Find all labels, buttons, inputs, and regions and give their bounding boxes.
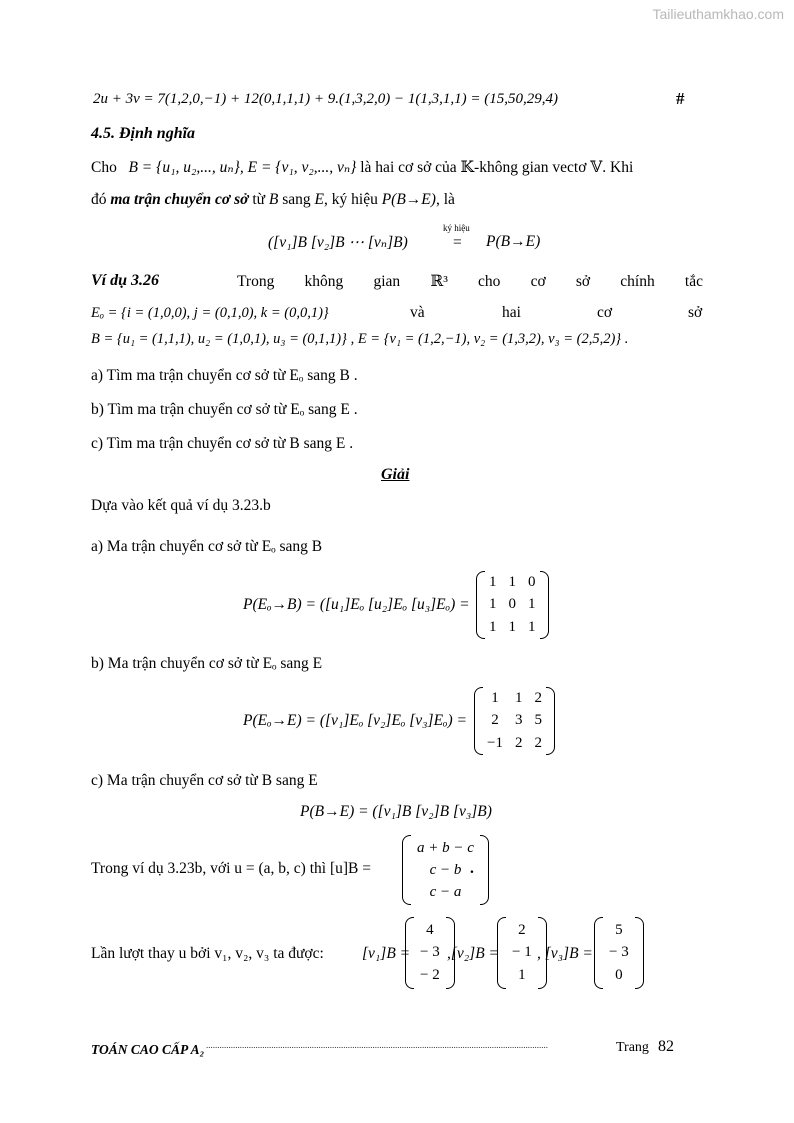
def-var: E [314, 191, 325, 208]
example-label: Ví dụ 3.26 [91, 272, 160, 289]
equation-top: 2u + 3v = 7(1,2,0,−1) + 12(0,1,1,1) + 9.(1,3,2,0) − 1(1,3,1,1) = (15,50,29,4) [93, 91, 558, 107]
part-b-formula: P(Eₒ→E) = ([v₁]Eₒ [v₂]Eₒ [v₃]Eₒ) = [243, 712, 467, 729]
vector-entry: a + b − c [417, 839, 474, 856]
matrix-cell: 1 [508, 573, 516, 590]
vector-entry: 5 [615, 921, 623, 938]
eo-word: cơ [597, 304, 613, 321]
vector-entry: − 3 [420, 944, 440, 961]
solution-title: Giải [381, 466, 410, 483]
vector-entry: 0 [615, 967, 623, 984]
def-formula-right: P(B→E) [486, 233, 541, 250]
matrix-cell: 1 [489, 596, 497, 613]
matrix-b [474, 687, 555, 755]
example-text: Trong không gian ℝ³ cho cơ sở chính tắc [237, 273, 703, 290]
paren-right [546, 687, 555, 755]
def-text: , là [435, 191, 455, 208]
matrix-cell: 5 [534, 712, 542, 729]
paren-left [402, 835, 411, 905]
def-term: ma trận chuyển cơ sở [110, 191, 249, 208]
matrix-cell: 1 [514, 689, 523, 706]
vector-entry: 4 [426, 921, 434, 938]
vector-v1-cells [414, 917, 446, 989]
paren-left [474, 687, 483, 755]
bases-line: B = {u₁ = (1,1,1), u₂ = (1,0,1), u₃ = (0,1,1)} , E = {v₁ = (1,2,−1), v₂ = (1,3,2), v₃ = (2,5,2)} . [91, 331, 629, 347]
task-c: c) Tìm ma trận chuyển cơ sở từ B sang E . [91, 435, 354, 452]
matrix-b-cells [483, 687, 546, 755]
matrix-a [476, 571, 549, 639]
vector-entry: 2 [518, 921, 526, 938]
part-c-formula: P(B→E) = ([v₁]B [v₂]B [v₃]B) [300, 803, 492, 820]
matrix-a-cells [485, 571, 540, 639]
matrix-cell: 1 [489, 619, 497, 636]
matrix-cell: 1 [508, 619, 516, 636]
def-text: từ [252, 191, 266, 208]
part-a-formula: P(Eₒ→B) = ([u₁]Eₒ [u₂]Eₒ [u₃]Eₒ) = [243, 596, 470, 613]
def-text: , ký hiệu [324, 191, 378, 208]
paren-right [635, 917, 644, 989]
def-formula-left: ([v₁]B [v₂]B ⋯ [vₙ]B) [268, 234, 408, 251]
footer-title: TOÁN CAO CẤP A₂ [91, 1042, 205, 1057]
vector-entry: − 1 [512, 944, 532, 961]
eo-word: hai [502, 304, 521, 321]
def-formula-eq: = [453, 234, 462, 251]
based-on-text: Dựa vào kết quả ví dụ 3.23.b [91, 497, 271, 514]
matrix-cell: 2 [491, 712, 499, 729]
watermark: Tailieuthamkhao.com [652, 6, 784, 22]
vector-v2-cells [506, 917, 538, 989]
matrix-cell: 1 [491, 689, 499, 706]
matrix-cell: 3 [514, 712, 523, 729]
paren-left [497, 917, 506, 989]
def-text: sang [282, 191, 311, 208]
paren-left [476, 571, 485, 639]
matrix-cell: 2 [534, 735, 542, 752]
matrix-cell: 2 [514, 735, 523, 752]
example-ref-text: Trong ví dụ 3.23b, với u = (a, b, c) thì [u]B = [91, 860, 371, 877]
paren-right [480, 835, 489, 905]
task-a: a) Tìm ma trận chuyển cơ sở từ Eₒ sang B . [91, 367, 358, 384]
vector-entry: c − a [429, 883, 462, 900]
eo-set: Eₒ = {i = (1,0,0), j = (0,1,0), k = (0,0,1)} [91, 305, 329, 321]
part-a-text: a) Ma trận chuyển cơ sở từ Eₒ sang B [91, 538, 323, 555]
def-var: B [268, 191, 279, 208]
paren-left [405, 917, 414, 989]
task-b: b) Tìm ma trận chuyển cơ sở từ Eₒ sang E . [91, 401, 358, 418]
vector-v3 [594, 917, 644, 989]
v2-label: ,[v₂]B = [447, 945, 500, 962]
matrix-cell: 0 [508, 596, 516, 613]
period: . [470, 860, 474, 877]
part-b-text: b) Ma trận chuyển cơ sở từ Eₒ sang E [91, 655, 323, 672]
footer-dots: ........................................................................................................................................................ [206, 1040, 548, 1050]
matrix-cell: 1 [528, 619, 536, 636]
def-symbol: P(B→E) [381, 191, 436, 208]
vector-entry: − 3 [609, 944, 629, 961]
substitution-text: Lần lượt thay u bởi v₁, v₂, v₃ ta được: [91, 945, 324, 962]
footer-page-number: 82 [658, 1038, 674, 1055]
def-text: Cho [91, 159, 117, 176]
vector-entry: − 2 [420, 967, 440, 984]
section-title: 4.5. Định nghĩa [91, 125, 196, 142]
matrix-cell: 2 [534, 689, 542, 706]
paren-left [594, 917, 603, 989]
def-text: đó [91, 191, 107, 208]
eo-word: sở [688, 304, 703, 321]
end-mark: # [676, 89, 685, 108]
eo-word: và [410, 304, 425, 321]
vector-entry: 1 [518, 967, 526, 984]
vector-v3-cells [603, 917, 635, 989]
matrix-cell: 1 [489, 573, 497, 590]
matrix-cell: 0 [528, 573, 536, 590]
definition-line-1 [91, 158, 633, 177]
v1-label: [v₁]B = [362, 945, 411, 962]
matrix-cell: −1 [487, 735, 503, 752]
def-text: là hai cơ sở của 𝕂-không gian vectơ 𝕍. Khi [360, 159, 634, 176]
part-c-text: c) Ma trận chuyển cơ sở từ B sang E [91, 772, 318, 789]
vector-u [402, 835, 489, 905]
vector-entry: c − b [429, 861, 462, 878]
definition-line-2 [91, 191, 455, 209]
def-sets: B = {u₁, u₂,..., uₙ}, E = {v₁, v₂,..., vₙ} [128, 159, 357, 176]
v3-label: , [v₃]B = [537, 945, 593, 962]
def-formula-note: ký hiệu [443, 223, 470, 233]
paren-right [540, 571, 549, 639]
footer-page-label: Trang [616, 1040, 649, 1055]
matrix-cell: 1 [528, 596, 536, 613]
